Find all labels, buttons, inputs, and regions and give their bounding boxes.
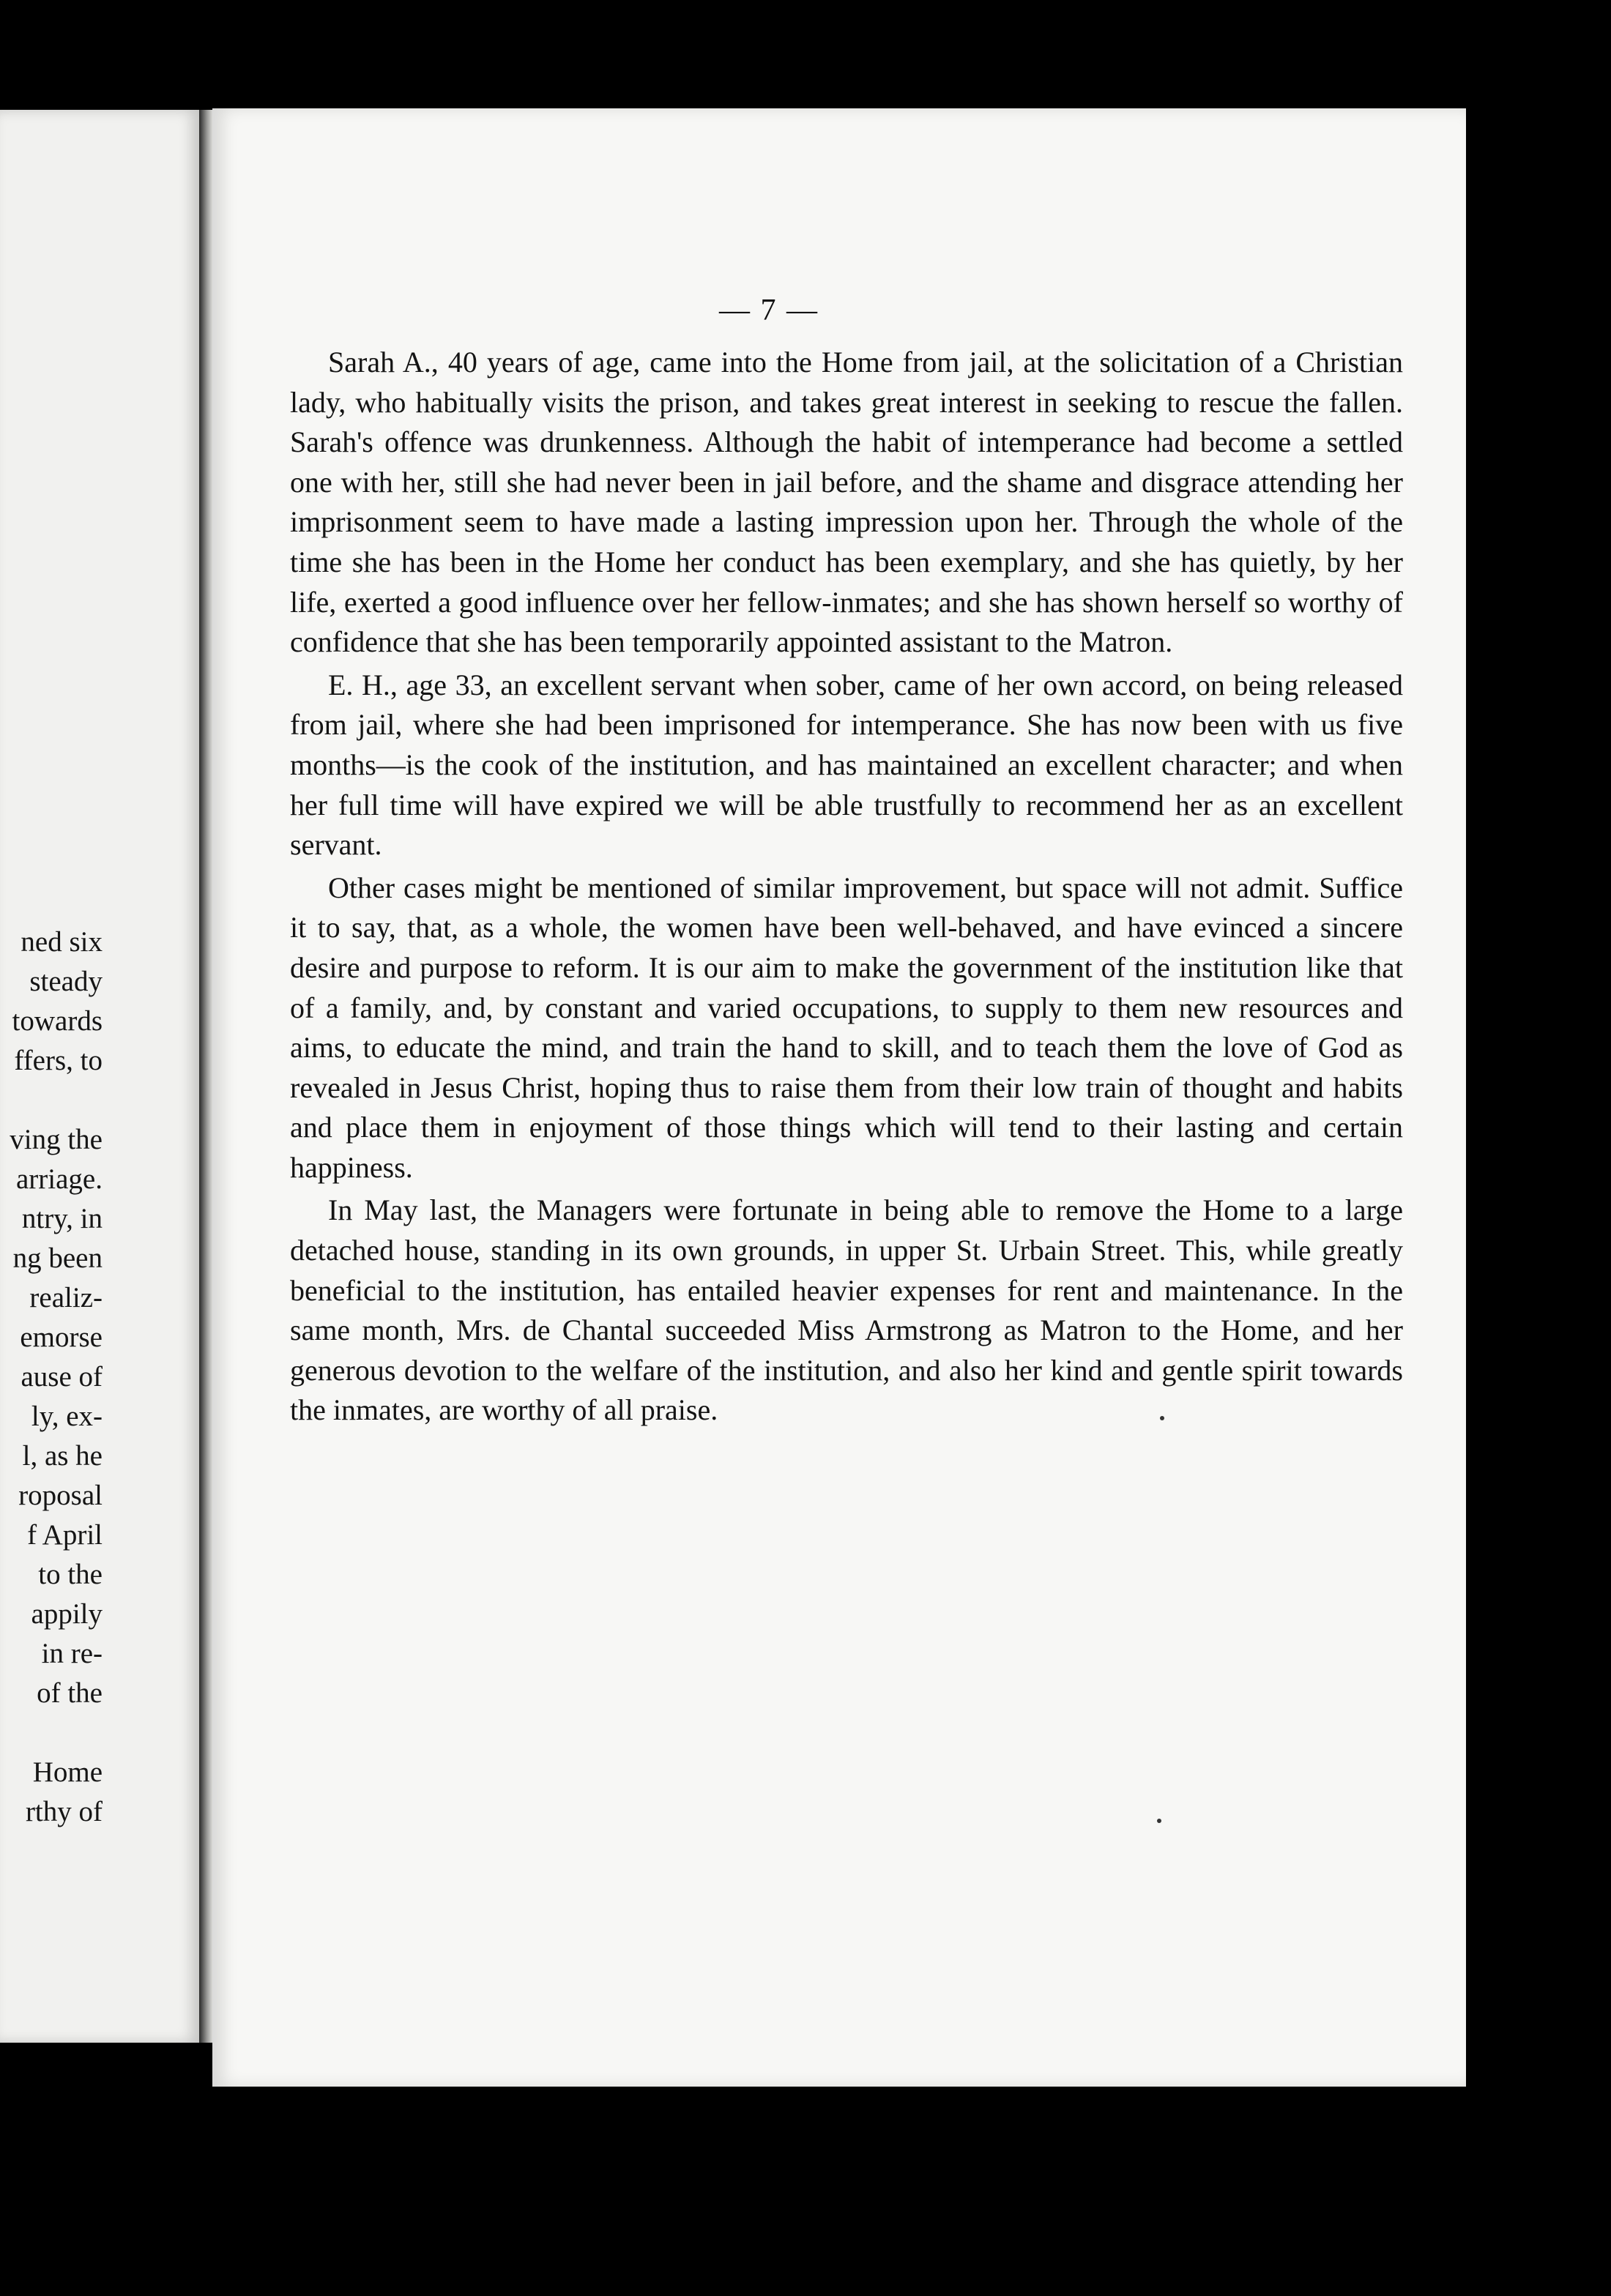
facing-page-line: towards bbox=[12, 1005, 103, 1037]
facing-page-line: in re- bbox=[41, 1638, 103, 1669]
facing-page-line: ned six bbox=[21, 926, 103, 958]
facing-page-line: ause of bbox=[21, 1361, 103, 1393]
facing-page-line: Home bbox=[32, 1756, 103, 1788]
page-number: — 7 — bbox=[719, 294, 819, 327]
facing-page-line: l, as he bbox=[22, 1440, 103, 1472]
facing-page-line: ly, ex- bbox=[31, 1401, 103, 1432]
book-gutter bbox=[199, 110, 212, 2043]
facing-page-line: f April bbox=[27, 1519, 103, 1551]
paper-speck bbox=[1160, 1416, 1164, 1420]
paragraph-text: Sarah A., 40 years of age, came into the Home from jail, at the solicitation of a Christian lady, who habitually visits the prison, and takes great interest in seeking to rescue the fallen. Sarah's offence was drunkenness. Although the habit of intemperance had become a settled one with her, still she had never been in jail before, and the shame and disgrace attending her imprisonment seem to have made a lasting impression upon her. Through the whole of the time she has been in the Home her conduct has been exemplary, and she has quietly, by her life, exerted a good influence over her fellow-inmates; and she has shown herself so worthy of confidence that she has been temporarily appointed assistant to the Matron. bbox=[290, 346, 1403, 659]
facing-page-line: ffers, to bbox=[14, 1045, 103, 1076]
paragraph-text: Other cases might be mentioned of similar improvement, but space will not admit. Suffice it to say, that, as a whole, the women have been well-behaved, and have evinced a sincere desire and purpose to reform. It is our aim to make the government of the institution like that of a family, and, by constant and varied occupations, to supply to them new resources and aims, to educate the mind, and train the hand to skill, and to teach them the love of God as revealed in Jesus Christ, hoping thus to raise them from their low train of thought and habits and place them in enjoyment of those things which will tend to their lasting and certain happiness. bbox=[290, 871, 1403, 1184]
main-page bbox=[212, 108, 1466, 2087]
facing-page-line: appily bbox=[31, 1598, 103, 1630]
paper-speck bbox=[1157, 1819, 1161, 1823]
facing-page-line: of the bbox=[37, 1677, 103, 1709]
paragraph-eh bbox=[290, 666, 1403, 865]
facing-page-line: ng been bbox=[12, 1242, 103, 1274]
facing-page-line: arriage. bbox=[16, 1163, 103, 1195]
paragraph-text: E. H., age 33, an excellent servant when sober, came of her own accord, on being released from jail, where she had been imprisoned for intemperance. She has now been with us five months—is the cook of the institution, and has maintained an excellent character; and when her full time will have expired we will be able trustfully to recommend her as an excellent servant. bbox=[290, 668, 1403, 862]
facing-page bbox=[0, 110, 199, 2043]
facing-page-line: realiz- bbox=[29, 1282, 103, 1313]
paragraph-sarah bbox=[290, 343, 1403, 663]
paragraph-text: In May last, the Managers were fortunate in being able to remove the Home to a large detached house, standing in its own grounds, in upper St. Urbain Street. This, while greatly beneficial to the institution, has entailed heavier expenses for rent and maintenance. In the same month, Mrs. de Chantal succeeded Miss Armstrong as Matron to the Home, and her generous devotion to the welfare of the institution, and also her kind and gentle spirit towards the inmates, are worthy of all praise. bbox=[290, 1193, 1403, 1427]
paragraph-may-last bbox=[290, 1190, 1403, 1431]
facing-page-line: rthy of bbox=[25, 1796, 103, 1827]
facing-page-line: emorse bbox=[20, 1322, 103, 1353]
facing-page-line: to the bbox=[38, 1559, 103, 1590]
facing-page-line: roposal bbox=[18, 1480, 103, 1511]
facing-page-line: steady bbox=[29, 966, 103, 997]
body-text bbox=[290, 343, 1403, 1431]
facing-page-line: ving the bbox=[10, 1124, 103, 1155]
facing-page-line: ntry, in bbox=[21, 1203, 103, 1234]
paragraph-other-cases bbox=[290, 868, 1403, 1188]
